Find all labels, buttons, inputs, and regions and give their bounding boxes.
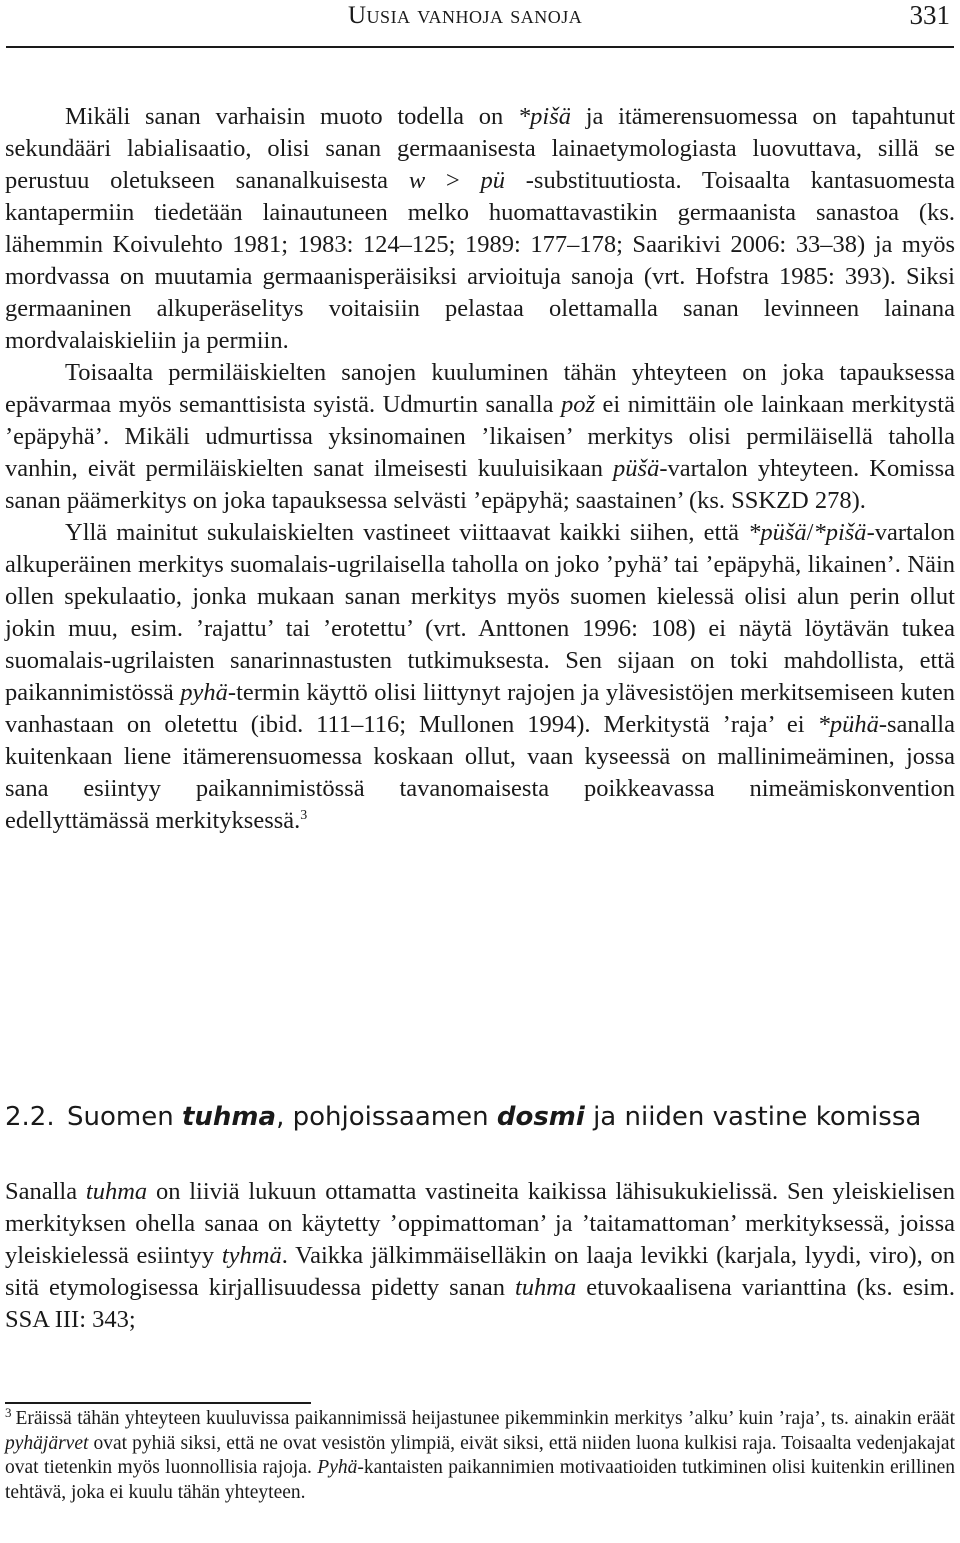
paragraph-3: Yllä mainitut sukulaiskielten vastineet viittaavat kaikki siihen, että *püšä/*pišä-vartalon alkuperäinen merkitys suomalais-ugrilaisella taholla on joko ’pyhä’ tai ’epäpyhä, likainen’. Näin ollen spekulaatio, jonka mukaan sanan merkitys myös suomen kielessä olisi alun perin ollut jokin muu, esim. ’rajattu’ tai ’erotettu’ (vrt. Anttonen 1996: 108) ei näytä löytävän tukea suomalais-ugrilaisten sanarinnastusten tutkimuksesta. Sen sijaan on toki mahdollista, että paikannimistössä pyhä-termin käyttö olisi liittynyt rajojen ja ylävesistöjen merkitsemiseen kuten vanhastaan on oletettu (ibid. 111–116; Mullonen 1994). Merkitystä ’raja’ ei *pühä-sanalla kuitenkaan liene itämerensuomessa koskaan ollut, vaan kyseessä on mallinimeäminen, jossa sana esiintyy paikannimistössä tavanomaisesta poikkeavassa nimeämiskonvention edellyttämässä merkityksessä.$^3$: [5, 519, 955, 834]
body-text-upper: [5, 101, 955, 837]
page-number: 331: [909, 0, 950, 30]
paragraph-2: Toisaalta permiläiskielten sanojen kuuluminen tähän yhteyteen on joka tapauksessa epävarmaa myös semanttisista syistä. Udmurtin sanalla pož ei nimittäin ole lainkaan merkitystä ’epäpyhä’. Mikäli udmurtissa yksinomainen ’likaisen’ merkitys olisi permiläisellä taholla vanhin, eivät permiläiskielten sanat ilmeisesti kuuluisikaan püšä-vartalon yhteyteen. Komissa sanan päämerkitys on joka tapauksessa selvästi ’epäpyhä; saastainen’ (ks. SSKZD 278).: [5, 359, 955, 514]
running-head: [6, 0, 954, 48]
running-title: Uusia vanhoja sanoja: [348, 2, 583, 29]
footnote: $^3$ Eräissä tähän yhteyteen kuuluvissa paikannimissä heijastunee pikemminkin merkitys ’alku’ kuin ’raja’, ts. ainakin eräät pyhäjärvet ovat pyhiä siksi, että ne ovat vesistön ylimpiä, eivät siksi, että niiden luona kulkisi raja. Toisaalta vedenjakajat ovat tietenkin myös luonnollisia rajoja. Pyhä-kantaisten paikannimien motivaatioiden tutkiminen olisi kuitenkin erillinen tehtävä, joka ei kuulu tähän yhteyteen.: [5, 1404, 955, 1503]
header-rule: [6, 46, 954, 48]
footnote-rule: [5, 1402, 311, 1404]
footnote-reference[interactable]: 3: [300, 807, 308, 823]
section-heading: 2.2. Suomen tuhma, pohjoissaamen dosmi ja niiden vastine komissa: [5, 1102, 922, 1132]
footnote-mark: 3: [5, 1404, 12, 1420]
section-number: 2.2.: [5, 1102, 55, 1132]
paragraph-4: Sanalla tuhma on liiviä lukuun ottamatta vastineita kaikissa lähisukukielissä. Sen yleiskielisen merkityksen ohella sanaa on käytetty ’oppimattoman’ ja ’taitamattoman’ merkityksessä, joissa yleiskielessä esiintyy tyhmä. Vaikka jälkimmäiselläkin on laaja levikki (karjala, lyydi, viro), on sitä etymologisessa kirjallisuudessa pidetty sanan tuhma etuvokaalisena varianttina (ks. esim. SSA III: 343;: [5, 1178, 955, 1333]
paragraph-1: Mikäli sanan varhaisin muoto todella on *pišä ja itämerensuomessa on tapahtunut sekundääri labialisaatio, olisi sanan germaanisesta lainaetymologiasta luovuttava, sillä se perustuu oletukseen sananalkuisesta w > pü -substituutiosta. Toisaalta kantasuomesta kantapermiin tiedetään lainautuneen melko huomattavastikin germaanista sanastoa (ks. lähemmin Koivulehto 1981; 1983: 124–125; 1989: 177–178; Saarikivi 2006: 33–38) ja myös mordvassa on muutamia germaanisperäisiksi arvioituja sanoja (vrt. Hofstra 1985: 393). Siksi germaaninen alkuperäselitys voitaisiin pelastaa olettamalla sanan levinneen lainana mordvalaiskieliin ja permiin.: [5, 103, 956, 354]
body-text-lower: [5, 1176, 955, 1336]
